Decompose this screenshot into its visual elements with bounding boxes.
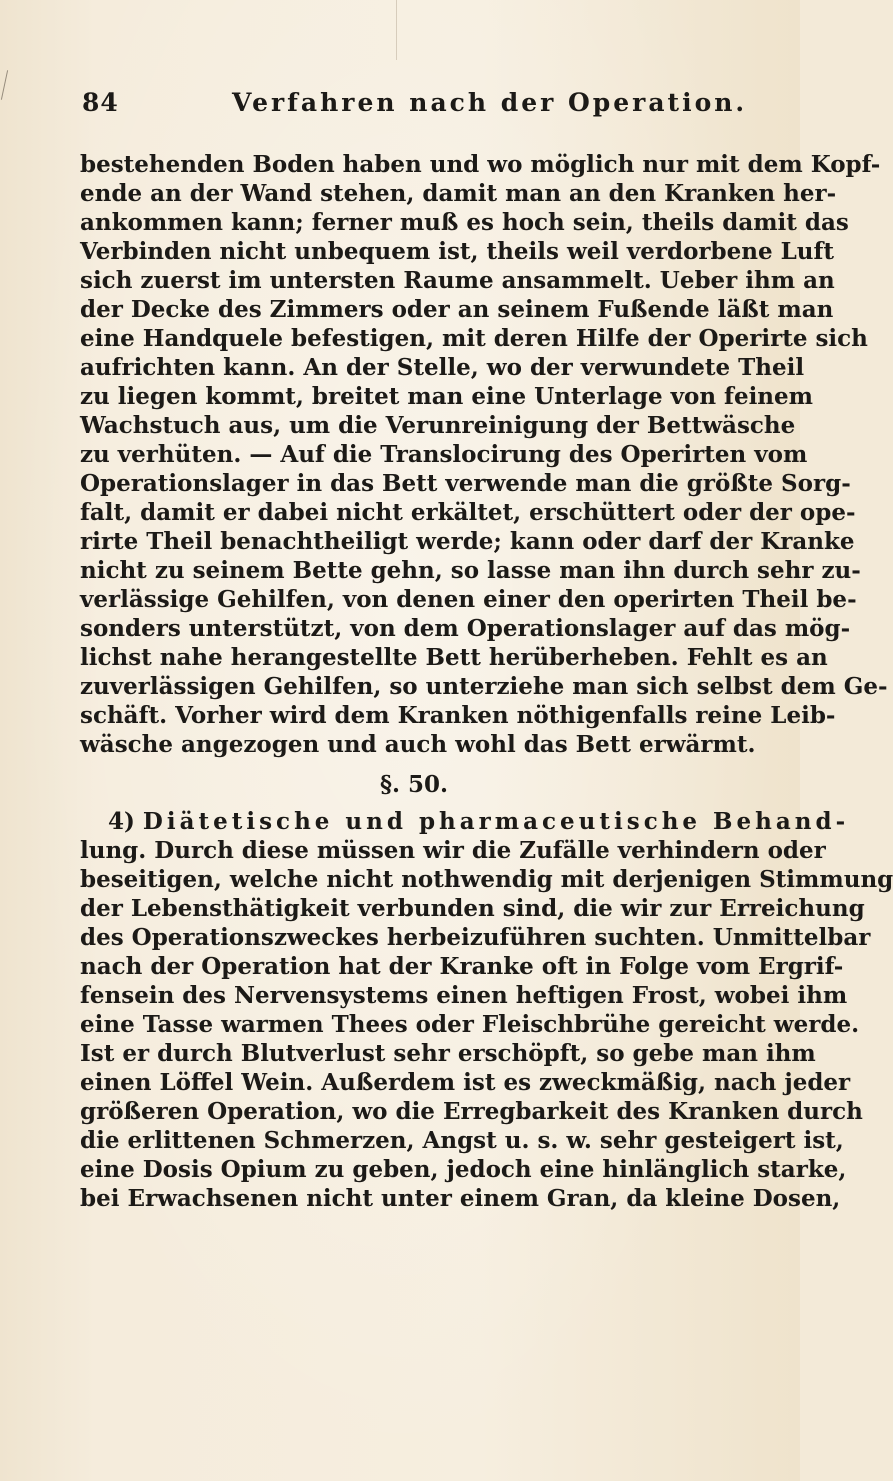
text-line: Verbinden nicht unbequem ist, theils weil verdorbene Luft xyxy=(80,238,835,265)
page-header xyxy=(82,88,748,122)
text-line: eine Tasse warmen Thees oder Fleischbrühe gereicht werde. xyxy=(80,1011,860,1038)
text-line: Operationslager in das Bett verwende man die größte Sorg- xyxy=(80,470,851,497)
section-mark: §. 50. xyxy=(379,771,449,798)
text-line: größeren Operation, wo die Erregbarkeit des Kranken durch xyxy=(80,1098,863,1125)
text-line: des Operationszweckes herbeizuführen suchten. Unmittelbar xyxy=(80,924,871,951)
text-line: sich zuerst im untersten Raume ansammelt. Ueber ihm an xyxy=(80,267,835,294)
text-line: einen Löffel Wein. Außerdem ist es zweckmäßig, nach jeder xyxy=(80,1069,851,1096)
text-line: verlässige Gehilfen, von denen einer den operirten Theil be- xyxy=(80,586,857,613)
text-line: die erlittenen Schmerzen, Angst u. s. w. sehr gesteigert ist, xyxy=(80,1127,844,1154)
text-line: Wachstuch aus, um die Verunreinigung der Bettwäsche xyxy=(80,412,796,439)
text-line: zu verhüten. — Auf die Translocirung des Operirten vom xyxy=(80,441,808,468)
section-heading: Diätetische und pharmaceutische Behand- xyxy=(142,808,850,835)
text-line: schäft. Vorher wird dem Kranken nöthigenfalls reine Leib- xyxy=(80,702,836,729)
text-line: beseitigen, welche nicht nothwendig mit derjenigen Stimmung xyxy=(80,866,893,893)
running-head: Verfahren nach der Operation. xyxy=(232,88,748,117)
text-line: lichst nahe herangestellte Bett herüberheben. Fehlt es an xyxy=(80,644,828,671)
text-line: falt, damit er dabei nicht erkältet, erschüttert oder der ope- xyxy=(80,499,856,526)
text-line: zuverlässigen Gehilfen, so unterziehe man sich selbst dem Ge- xyxy=(80,673,888,700)
text-line: lung. Durch diese müssen wir die Zufälle verhindern oder xyxy=(80,837,826,864)
text-line: Ist er durch Blutverlust sehr erschöpft, so gebe man ihm xyxy=(80,1040,816,1067)
text-line: eine Handquele befestigen, mit deren Hilfe der Operirte sich xyxy=(80,325,868,352)
text-line: rirte Theil benachtheiligt werde; kann oder darf der Kranke xyxy=(80,528,855,555)
text-line: sonders unterstützt, von dem Operationslager auf das mög- xyxy=(80,615,851,642)
page-number: 84 xyxy=(82,88,119,117)
paper-edge-mark xyxy=(1,70,8,100)
paragraph-section-50 xyxy=(80,807,893,1213)
text-line: der Decke des Zimmers oder an seinem Fußende läßt man xyxy=(80,296,834,323)
text-line: ende an der Wand stehen, damit man an den Kranken her- xyxy=(80,180,837,207)
text-line: nach der Operation hat der Kranke oft in Folge vom Ergrif- xyxy=(80,953,844,980)
text-line: aufrichten kann. An der Stelle, wo der verwundete Theil xyxy=(80,354,805,381)
text-line: der Lebensthätigkeit verbunden sind, die wir zur Erreichung xyxy=(80,895,865,922)
text-line: zu liegen kommt, breitet man eine Unterlage von feinem xyxy=(80,383,814,410)
text-line: bei Erwachsenen nicht unter einem Gran, da kleine Dosen, xyxy=(80,1185,841,1212)
paragraph-continuation xyxy=(80,150,888,759)
text-line: eine Dosis Opium zu geben, jedoch eine hinlänglich starke, xyxy=(80,1156,847,1183)
body-text xyxy=(80,150,893,1213)
text-line: ankommen kann; ferner muß es hoch sein, theils damit das xyxy=(80,209,849,236)
text-line: wäsche angezogen und auch wohl das Bett erwärmt. xyxy=(80,731,756,758)
paper-fold-mark xyxy=(396,0,397,60)
text-line: fensein des Nervensystems einen heftigen Frost, wobei ihm xyxy=(80,982,848,1009)
item-number: 4) xyxy=(108,808,135,835)
text-line: bestehenden Boden haben und wo möglich nur mit dem Kopf- xyxy=(80,151,881,178)
text-line: nicht zu seinem Bette gehn, so lasse man ihn durch sehr zu- xyxy=(80,557,861,584)
section-heading-line xyxy=(80,807,850,836)
